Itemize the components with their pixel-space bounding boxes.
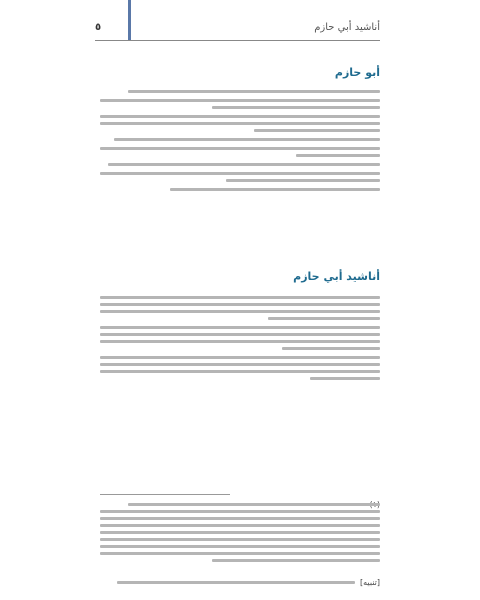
footnote-body-2	[100, 581, 380, 588]
footnote-separator	[100, 494, 230, 495]
section-body-abu-hazim	[100, 90, 380, 197]
page-header	[95, 22, 380, 41]
header-title: أناشيد أبي حازم	[314, 22, 380, 33]
page-number: ٥	[95, 22, 102, 33]
section-heading-anashid: أناشيد أبي حازم	[293, 270, 380, 283]
footnote-marker-2: [تنبيه]	[360, 578, 380, 587]
section-body-anashid	[100, 296, 380, 386]
section-heading-abu-hazim: أبو حازم	[334, 66, 380, 79]
footnote-body-1	[100, 503, 380, 568]
